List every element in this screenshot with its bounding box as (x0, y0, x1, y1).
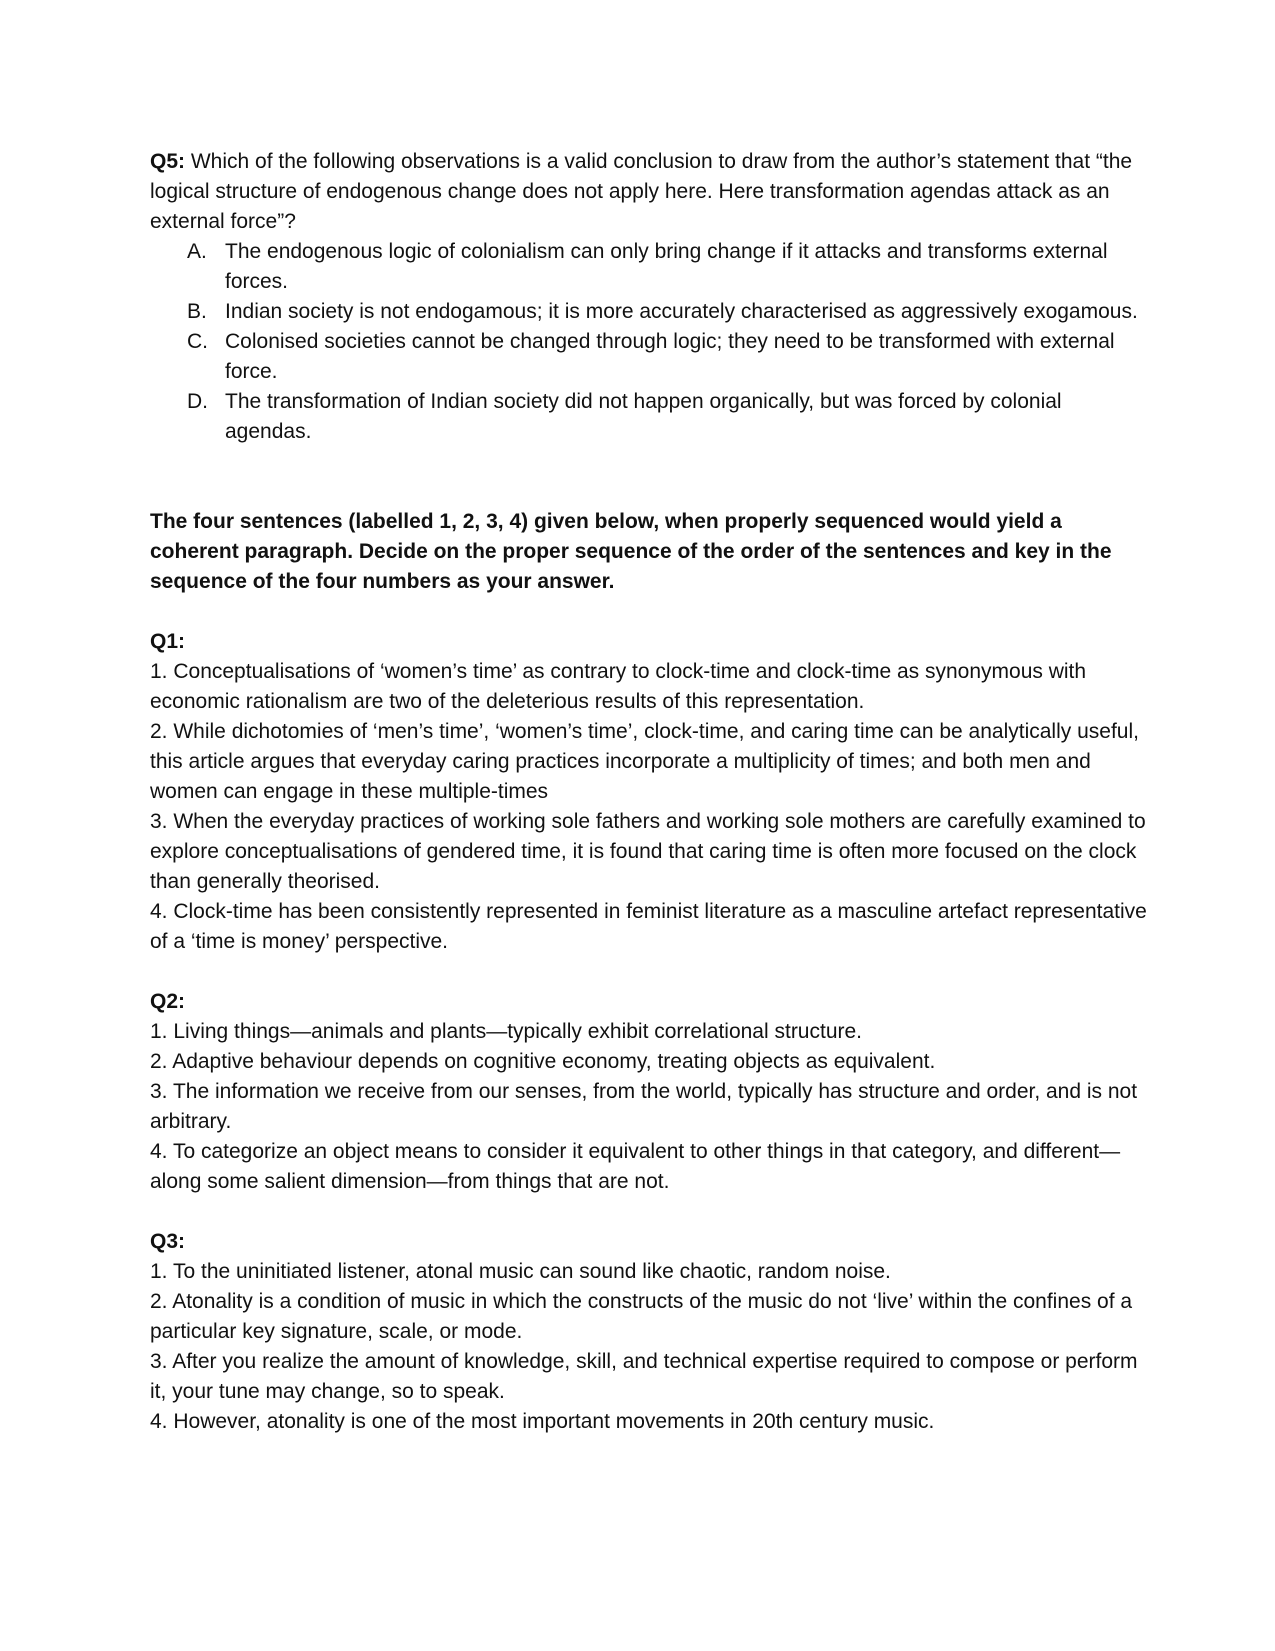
question-label: Q1: (150, 630, 186, 653)
option-letter: C. (187, 330, 208, 353)
sentence: 4. Clock-time has been consistently represented in feminist literature as a masculine artefact representative of a ‘time is money’ perspective. (150, 900, 1147, 953)
sentence: 4. However, atonality is one of the most important movements in 20th century music. (150, 1410, 935, 1433)
option-letter: A. (187, 240, 207, 263)
sentence: 1. To the uninitiated listener, atonal music can sound like chaotic, random noise. (150, 1260, 891, 1283)
sentence: 3. After you realize the amount of knowledge, skill, and technical expertise required to compose or perform it, your tune may change, so to speak. (150, 1350, 1138, 1403)
sentence: 1. Living things—animals and plants—typically exhibit correlational structure. (150, 1020, 863, 1043)
question-q2 (150, 987, 1150, 1197)
option-d (150, 387, 1150, 447)
option-letter: D. (187, 390, 208, 413)
q5-stem (150, 147, 1150, 237)
q5-options (150, 237, 1150, 447)
q5-stem-text: Which of the following observations is a valid conclusion to draw from the author’s statement that “the logical structure of endogenous change does not apply here. Here transformation agendas attack as an external force”? (150, 150, 1133, 233)
option-a (150, 237, 1150, 297)
option-letter: B. (187, 300, 207, 323)
sentence: 3. When the everyday practices of working sole fathers and working sole mothers are carefully examined to explore conceptualisations of gendered time, it is found that caring time is often more focused on the clock than generally theorised. (150, 810, 1146, 893)
sentence: 1. Conceptualisations of ‘women’s time’ as contrary to clock-time and clock-time as synonymous with economic rationalism are two of the deleterious results of this representation. (150, 660, 1087, 713)
option-text: The endogenous logic of colonialism can only bring change if it attacks and transforms external forces. (225, 240, 1108, 293)
question-label: Q3: (150, 1230, 186, 1253)
option-c (150, 327, 1150, 387)
sentence: 3. The information we receive from our senses, from the world, typically has structure and order, and is not arbitrary. (150, 1080, 1138, 1133)
question-q5 (150, 147, 1150, 447)
sequencing-instructions: The four sentences (labelled 1, 2, 3, 4) given below, when properly sequenced would yield a coherent paragraph. Decide on the proper sequence of the order of the sentences and key in the sequence of the four numbers as your answer. (150, 510, 1112, 593)
document-page (150, 147, 1150, 1437)
option-text: Colonised societies cannot be changed through logic; they need to be transformed with external force. (225, 330, 1115, 383)
sentence: 2. Adaptive behaviour depends on cognitive economy, treating objects as equivalent. (150, 1050, 936, 1073)
sentence: 4. To categorize an object means to consider it equivalent to other things in that category, and different—along some salient dimension—from things that are not. (150, 1140, 1121, 1193)
question-q1 (150, 627, 1150, 957)
option-text: Indian society is not endogamous; it is more accurately characterised as aggressively exogamous. (225, 300, 1138, 323)
option-b (150, 297, 1150, 327)
question-q3 (150, 1227, 1150, 1437)
q5-label: Q5: (150, 150, 186, 173)
sentence: 2. Atonality is a condition of music in which the constructs of the music do not ‘live’ within the confines of a particular key signature, scale, or mode. (150, 1290, 1133, 1343)
sentence: 2. While dichotomies of ‘men’s time’, ‘women’s time’, clock-time, and caring time can be analytically useful, this article argues that everyday caring practices incorporate a multiplicity of times; and both men and women can engage in these multiple-times (150, 720, 1139, 803)
question-label: Q2: (150, 990, 186, 1013)
option-text: The transformation of Indian society did not happen organically, but was forced by colonial agendas. (225, 390, 1062, 443)
